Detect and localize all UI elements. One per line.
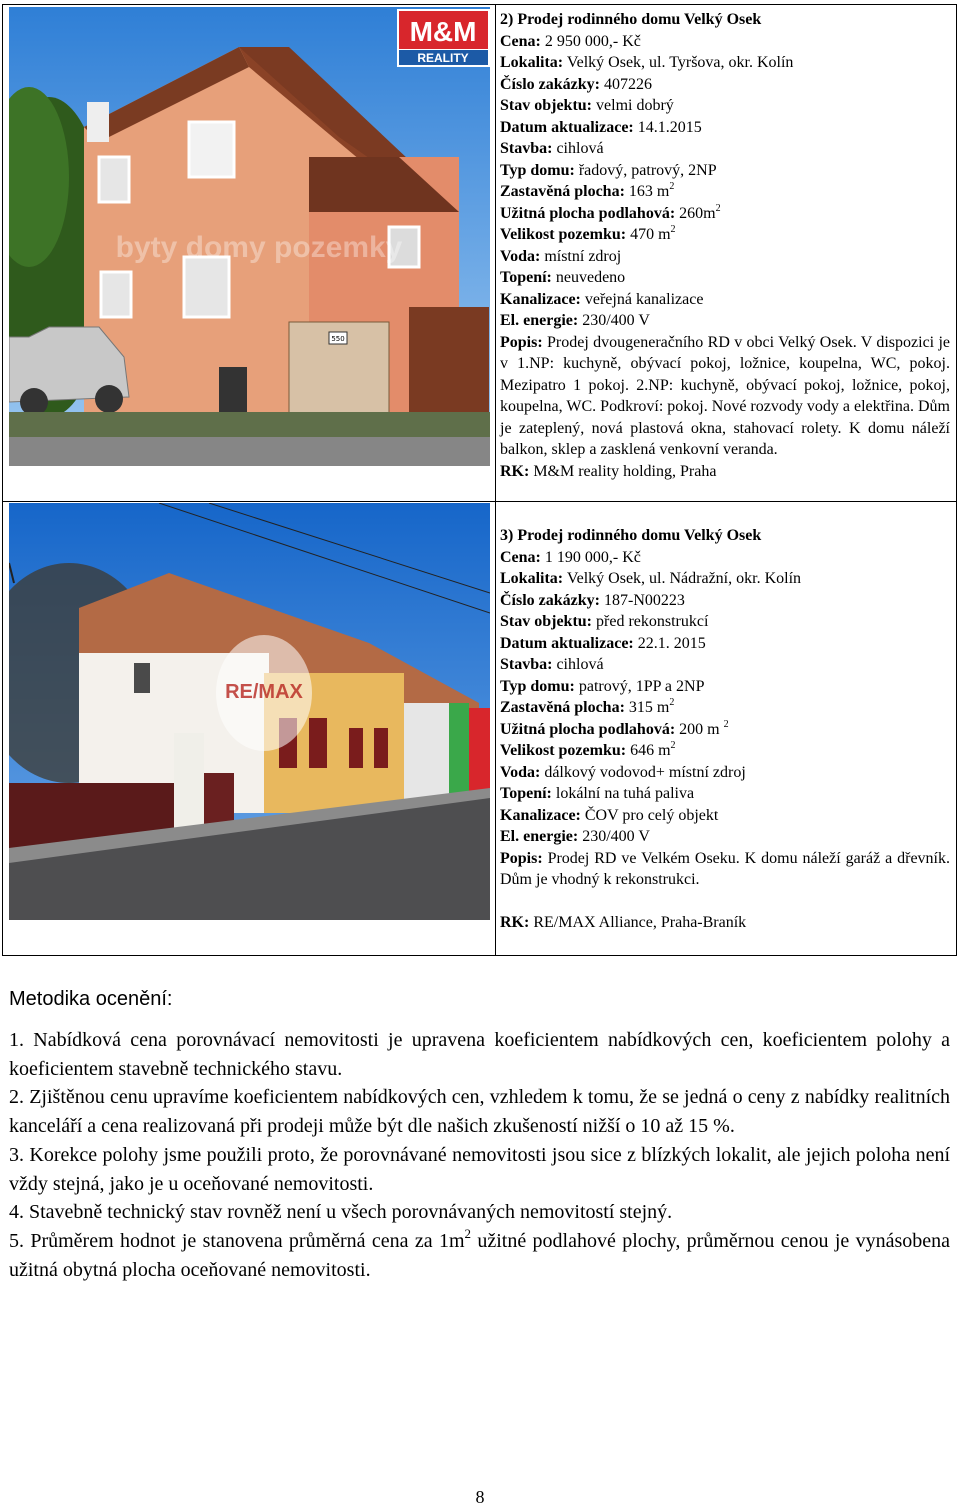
field-order-number: Číslo zakázky: 187-N00223 [500,591,685,609]
listing-2-info [500,9,950,482]
field-electricity: El. energie: 230/400 V [500,828,650,845]
listing-title: 2) Prodej rodinného domu Velký Osek [500,11,762,28]
method-list [9,1026,950,1284]
listing-title: 3) Prodej rodinného domu Velký Osek [500,527,762,544]
listing-3-info [500,525,950,933]
listing-3-photo [9,503,490,920]
field-usable-area: Užitná plocha podlahová: 200 m $^2$ [500,718,729,738]
field-condition: Stav objektu: před rekonstrukcí [500,613,709,630]
watermark: byty domy pozemky [115,231,403,264]
field-location: Lokalita: Velký Osek, ul. Nádražní, okr. Kolín [500,570,802,587]
field-house-type: Typ domu: řadový, patrový, 2NP [500,161,717,179]
method-item: 3. Korekce polohy jsme použili proto, že porovnávané nemovitosti jsou sice z blízkých lokalit, ale jejich poloha není vždy stejná, jako je u oceňované nemovitosti. [9,1143,950,1195]
field-built-area: Zastavěná plocha: 163 $m^2$ [500,181,675,200]
field-sewage: Kanalizace: veřejná kanalizace [500,290,704,308]
field-built-area: Zastavěná plocha: 315 $m^2$ [500,697,675,716]
field-sewage: Kanalizace: ČOV pro celý objekt [500,806,719,824]
field-plot-size: Velikost pozemku: 470 $m^2$ [500,224,676,243]
remax-logo-text: RE/MAX [225,681,303,703]
field-plot-size: Velikost pozemku: 646 $m^2$ [500,740,676,759]
method-item: 1. Nabídková cena porovnávací nemovitosti je upravena koeficientem nabídkových cen, koeficientem polohy a koeficientem stavebně technického stavu. [9,1029,950,1080]
method-item: 4. Stavebně technický stav rovněž není u všech porovnávaných nemovitostí stejný. [9,1201,673,1224]
field-price: Cena: 2 950 000,- Kč [500,32,641,50]
page-number: 8 [475,1487,485,1507]
table-row-divider [3,501,956,502]
field-electricity: El. energie: 230/400 V [500,312,650,329]
field-update-date: Datum aktualizace: 22.1. 2015 [500,634,706,652]
listing-description: Popis: Prodej dvougeneračního RD v obci Velký Osek. V dispozici je v 1.NP: kuchyně, obývací pokoj, ložnice, koupelna, WC, pokoj. Mezipatro 1 pokoj. 2.NP: kuchyně, obývací pokoj, ložnice, pokoj, koupelna, WC. Podkroví: pokoj. Nové rozvody vody a elektřina. Dům je zateplený, nová plastová okna, stahovací rolety. K domu náleží balkon, sklep a zasklená venkovní veranda. [500,333,950,458]
field-house-type: Typ domu: patrový, 1PP a 2NP [500,677,705,695]
field-condition: Stav objektu: velmi dobrý [500,97,674,114]
field-water: Voda: dálkový vodovod+ místní zdroj [500,763,746,781]
field-location: Lokalita: Velký Osek, ul. Tyršova, okr. Kolín [500,54,794,71]
method-item: 5. Průměrem hodnot je stanovena průměrná cena za $1m^2$ užitné podlahové plochy, průměrnou cenou je vynásobena užitná obytná plocha oceňované nemovitosti. [9,1225,951,1281]
field-update-date: Datum aktualizace: 14.1.2015 [500,118,702,136]
field-usable-area: Užitná plocha podlahová: $260m^2$ [500,202,721,222]
table-column-divider [495,5,496,955]
mm-logo-text: M&M [409,16,477,47]
field-agency: RK: RE/MAX Alliance, Praha-Braník [500,913,747,931]
house-number: 550 [331,335,345,343]
method-item: 2. Zjištěnou cenu upravíme koeficientem nabídkových cen, vzhledem k tomu, že se jedná o ceny z nabídky realitních kanceláří a cena realizovaná při prodeji může být dle našich zkušeností nižší o 10 až 15 %. [9,1086,950,1138]
field-heating: Topení: neuvedeno [500,269,626,286]
listing-description: Popis: Prodej RD ve Velkém Oseku. K domu náleží garáž a dřevník. Dům je vhodný k rekonstrukci. [500,849,950,888]
field-price: Cena: 1 190 000,- Kč [500,548,641,566]
method-heading: Metodika ocenění: [9,988,173,1010]
field-heating: Topení: lokální na tuhá paliva [500,785,695,802]
listing-2-photo [9,7,490,466]
field-construction: Stavba: cihlová [500,140,604,157]
mm-logo-subtext: REALITY [417,51,469,65]
field-agency: RK: M&M reality holding, Praha [500,462,717,480]
field-construction: Stavba: cihlová [500,656,604,673]
field-order-number: Číslo zakázky: 407226 [500,75,652,93]
field-water: Voda: místní zdroj [500,247,622,265]
